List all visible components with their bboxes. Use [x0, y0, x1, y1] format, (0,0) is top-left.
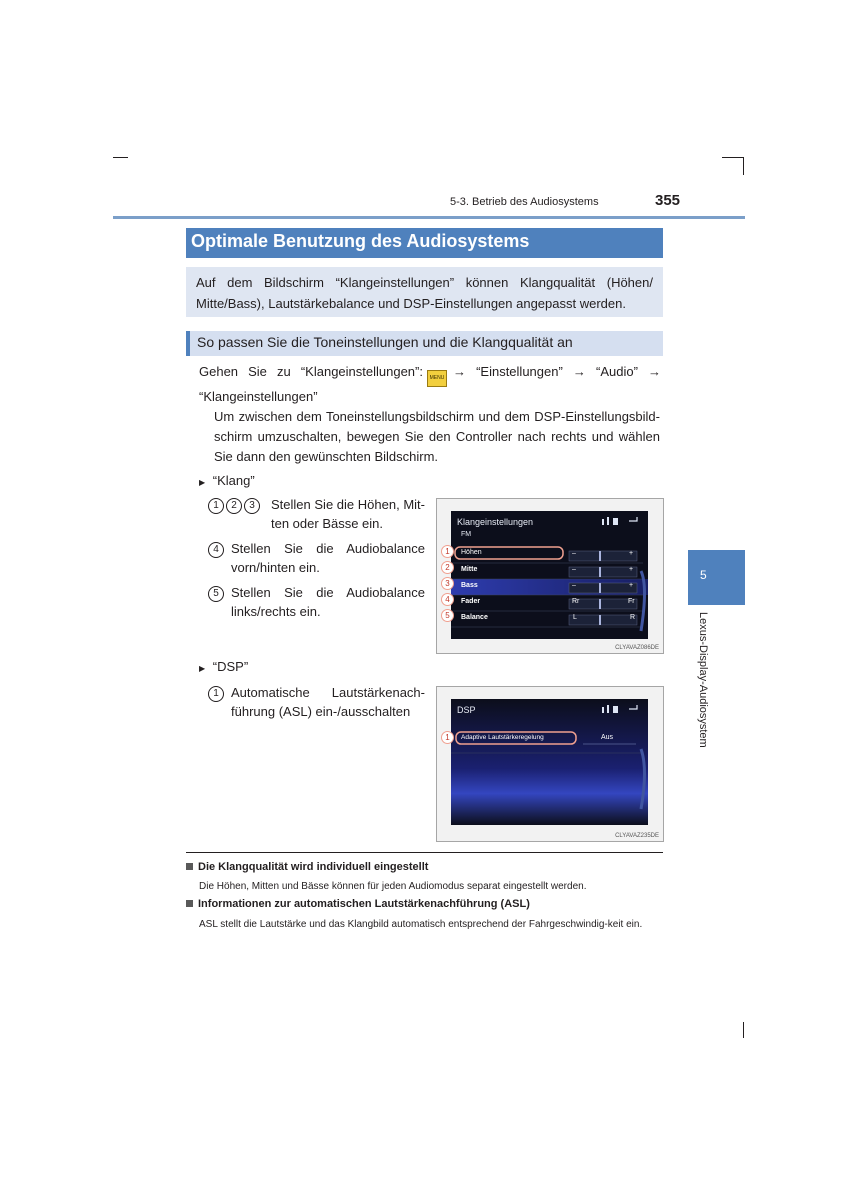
switch-paragraph: Um zwischen dem Toneinstellungsbildschirm und dem DSP-Einstellungsbild-schirm umzuschalten, bewegen Sie den Controller nach rechts und wählen Sie dann den gewünschten Bildschirm.	[214, 409, 660, 464]
figure-code: CLYAVAZ086DE	[615, 645, 659, 651]
row-balance-max: R	[630, 614, 636, 621]
chapter-label: Lexus-Display-Audiosystem	[697, 612, 709, 748]
klang-label: “Klang”	[212, 473, 255, 488]
subheading: So passen Sie die Toneinstellungen und die Klangqualität an	[197, 334, 573, 350]
triangle-bullet-icon: ▶	[199, 664, 206, 673]
figure-dsp-settings	[436, 686, 664, 842]
note-2-heading	[186, 898, 530, 910]
callout-3: 3	[441, 577, 454, 590]
crop-mark	[743, 1022, 744, 1038]
number-badge: 2	[226, 498, 242, 514]
goto-text-before: Gehen Sie zu “Klangeinstellungen”:	[199, 364, 423, 379]
row-balance[interactable]: Balance	[461, 614, 488, 621]
chapter-number: 5	[700, 568, 707, 582]
klang-item-1-text: Stellen Sie die Höhen, Mit-ten oder Bässe ein.	[271, 497, 425, 531]
screen-background	[451, 699, 648, 825]
crop-mark	[722, 157, 744, 158]
number-badge: 5	[208, 586, 224, 602]
note-2-title: Informationen zur automatischen Lautstärkenachführung (ASL)	[198, 898, 530, 910]
header-rule	[113, 216, 745, 219]
crop-mark	[113, 157, 128, 158]
row-mitte[interactable]: Mitte	[461, 566, 478, 573]
square-bullet-icon	[186, 863, 193, 870]
row-bass-min: –	[572, 582, 576, 589]
callout-5: 5	[441, 609, 454, 622]
klang-heading	[199, 471, 255, 492]
dsp-screen	[451, 699, 648, 825]
row-hoehen-min: –	[572, 550, 576, 557]
row-balance-min: L	[573, 614, 577, 621]
dsp-item-1-number	[208, 683, 226, 702]
page-title: Optimale Benutzung des Audiosystems	[191, 231, 530, 251]
row-bass[interactable]: Bass	[461, 582, 478, 589]
figure-sound-settings	[436, 498, 664, 654]
triangle-bullet-icon: ▶	[199, 478, 206, 487]
callout-1: 1	[441, 731, 454, 744]
chapter-tab	[688, 550, 745, 605]
klang-item-3-number	[208, 583, 226, 602]
page-number: 355	[655, 192, 681, 209]
note-1-heading	[186, 861, 428, 873]
asl-row-value[interactable]: Aus	[601, 734, 614, 741]
klang-item-2-number	[208, 539, 226, 558]
intro-text: Auf dem Bildschirm “Klangeinstellungen” können Klangqualität (Höhen/ Mitte/Bass), Lautstärkebalance und DSP-Einstellungen angepasst werden.	[196, 275, 653, 311]
asl-row-label[interactable]: Adaptive Lautstärkeregelung	[461, 734, 544, 741]
number-badge: 1	[208, 498, 224, 514]
row-hoehen-max: +	[629, 550, 634, 557]
dsp-label: “DSP”	[212, 659, 249, 674]
goto-text-after: → “Einstellungen” → “Audio” → “Klangeinstellungen”	[199, 364, 661, 404]
dsp-heading	[199, 657, 248, 678]
note-2-body: ASL stellt die Lautstärke und das Klangbild automatisch entsprechend der Fahrgeschwindig-keit ein.	[199, 919, 643, 930]
row-fader-min: Rr	[572, 598, 580, 605]
row-hoehen[interactable]: Höhen	[461, 549, 482, 556]
klang-item-1-numbers	[208, 495, 262, 514]
note-1-title: Die Klangqualität wird individuell eingestellt	[198, 861, 429, 873]
number-badge: 4	[208, 542, 224, 558]
row-mitte-min: –	[572, 566, 576, 573]
notes-rule	[186, 852, 663, 853]
crop-mark	[743, 157, 744, 175]
klang-item-2-text: Stellen Sie die Audiobalance vorn/hinten ein.	[231, 541, 425, 575]
subheading-accent	[186, 331, 190, 356]
dsp-item-1-text: Automatische Lautstärkenach-führung (ASL) ein-/ausschalten	[231, 685, 425, 719]
row-mitte-max: +	[629, 566, 634, 573]
menu-icon: MENU	[427, 370, 447, 387]
klang-item-3-text: Stellen Sie die Audiobalance links/rechts ein.	[231, 585, 425, 619]
screen-title: DSP	[457, 705, 476, 715]
goto-paragraph	[199, 362, 661, 407]
square-bullet-icon	[186, 900, 193, 907]
sound-settings-screen	[451, 511, 648, 639]
row-fader-max: Fr	[628, 598, 635, 605]
number-badge: 1	[208, 686, 224, 702]
number-badge: 3	[244, 498, 260, 514]
callout-2: 2	[441, 561, 454, 574]
note-1-body: Die Höhen, Mitten und Bässe können für jeden Audiomodus separat eingestellt werden.	[199, 881, 587, 892]
running-header: 5-3. Betrieb des Audiosystems	[450, 196, 599, 208]
figure-code: CLYAVAZ235DE	[615, 833, 659, 839]
screen-title: Klangeinstellungen	[457, 517, 534, 527]
screen-subtitle: FM	[461, 531, 472, 538]
callout-1: 1	[441, 545, 454, 558]
callout-4: 4	[441, 593, 454, 606]
row-bass-max: +	[629, 582, 634, 589]
row-fader[interactable]: Fader	[461, 598, 481, 605]
